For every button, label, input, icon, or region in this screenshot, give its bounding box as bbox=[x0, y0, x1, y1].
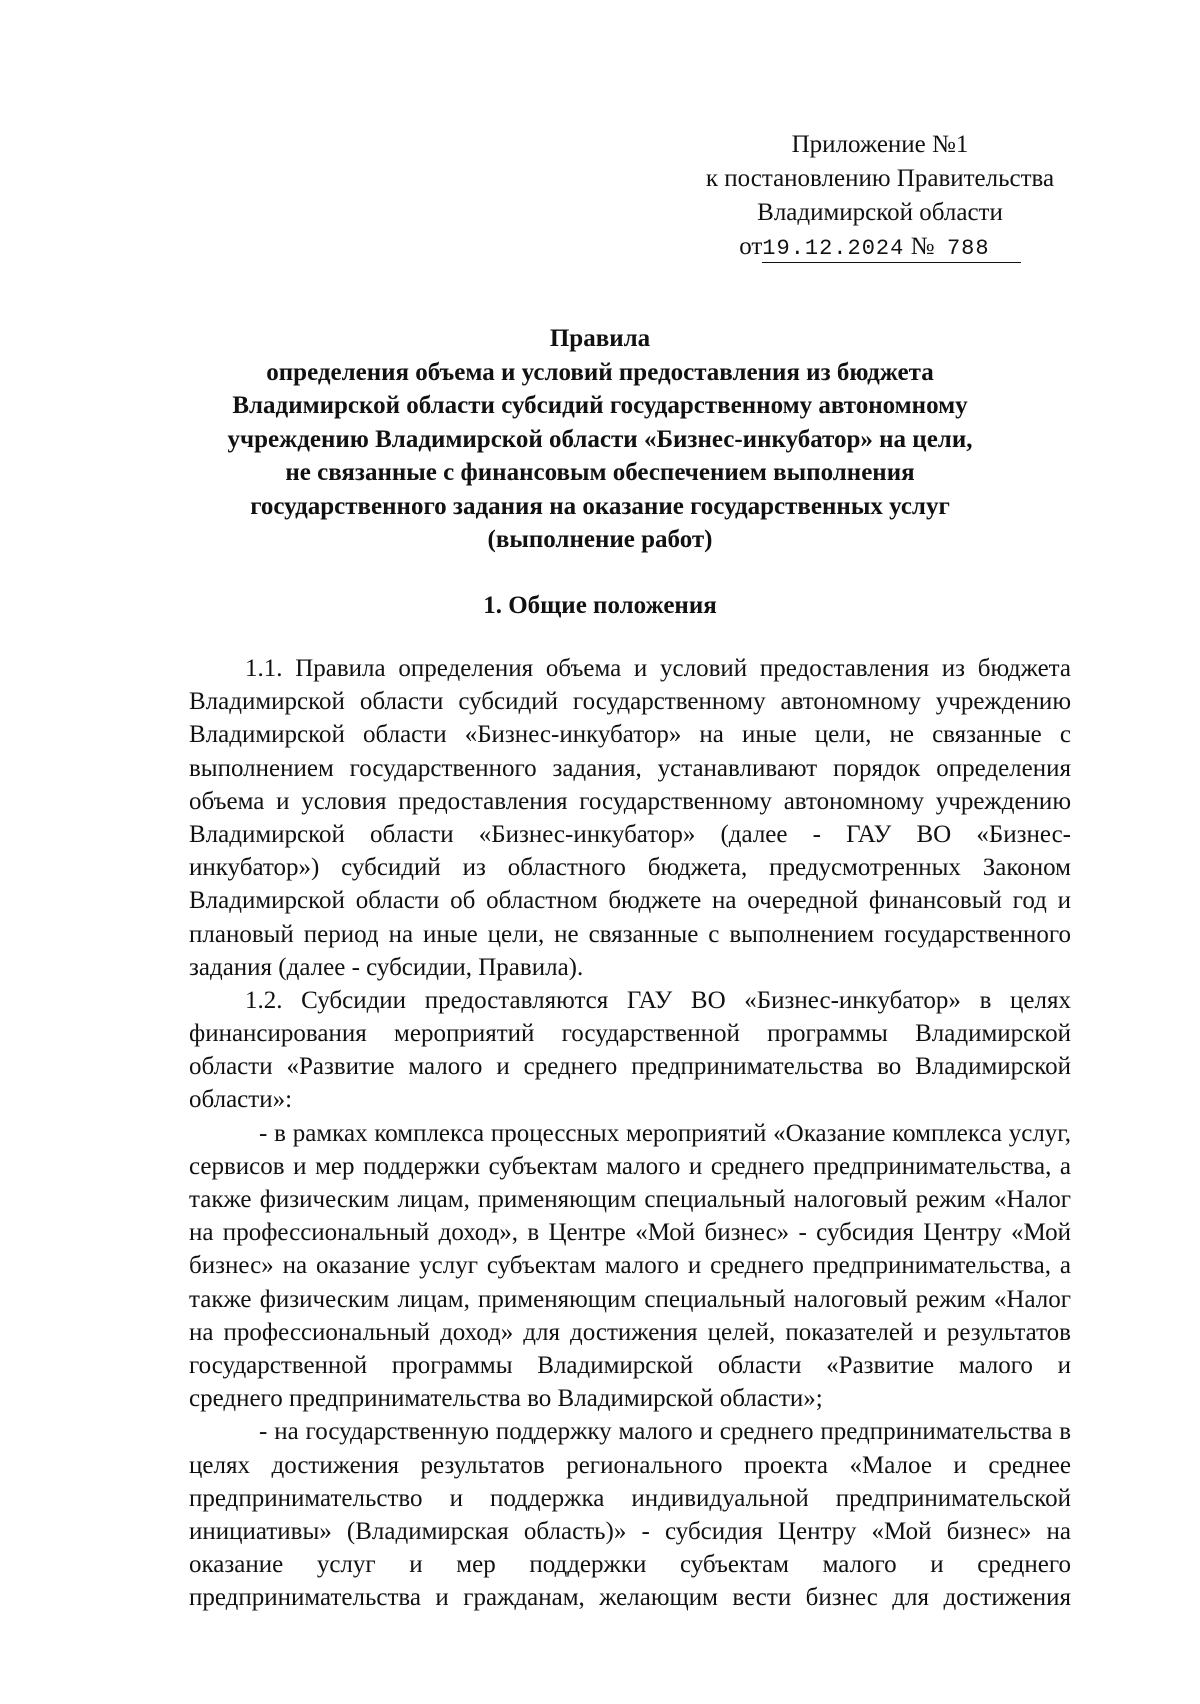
body-line: сервисов и мер поддержки субъектам малого и среднего предпринимательства, а bbox=[189, 1152, 1071, 1180]
body-line: целях достижения результатов регионального проекта «Малое и среднее bbox=[189, 1451, 1071, 1479]
body-line: 1.1. Правила определения объема и условий предоставления из бюджета bbox=[245, 655, 1071, 682]
body-line: на профессиональный доход», в Центре «Мой бизнес» - субсидия Центру «Мой bbox=[189, 1219, 1071, 1247]
body-line: плановый период на иные цели, не связанные с выполнением государственного bbox=[189, 920, 1071, 948]
body-line: - на государственную поддержку малого и среднего предпринимательства в bbox=[259, 1418, 1071, 1446]
body-line: выполнением государственного задания, устанавливают порядок определения bbox=[189, 754, 1071, 782]
resolution-date: 19.12.2024 bbox=[762, 236, 905, 261]
document-body bbox=[189, 652, 1071, 1614]
body-line: задания (далее - субсидии, Правила). bbox=[189, 953, 584, 981]
body-line: на профессиональный доход» для достижения целей, показателей и результатов bbox=[189, 1318, 1071, 1346]
appendix-region-line: Владимирской области bbox=[757, 199, 1003, 226]
title-line: не связанные с финансовым обеспечением выполнения bbox=[285, 459, 915, 486]
body-line: области»: bbox=[189, 1086, 293, 1114]
title-line: определения объема и условий предоставления из бюджета bbox=[266, 358, 934, 386]
body-line: также физическим лицам, применяющим специальный налоговый режим «Налог bbox=[189, 1285, 1071, 1313]
body-line: Владимирской области субсидий государственному автономному учреждению bbox=[189, 688, 1071, 716]
title-line: Владимирской области субсидий государственному автономному bbox=[232, 392, 968, 419]
title-line: государственного задания на оказание государственных услуг bbox=[250, 492, 950, 520]
body-line: предпринимательство и поддержка индивидуальной предпринимательской bbox=[189, 1484, 1071, 1512]
body-line: объема и условия предоставления государственному автономному учреждению bbox=[189, 787, 1071, 815]
document-title bbox=[150, 322, 1050, 557]
title-line: (выполнение работ) bbox=[487, 526, 713, 553]
body-line: предпринимательства и гражданам, желающим вести бизнес для достижения bbox=[189, 1584, 1071, 1612]
resolution-number: 788 bbox=[946, 236, 990, 261]
body-line: среднего предпринимательства во Владимирской области»; bbox=[189, 1385, 823, 1413]
body-line: Владимирской области об областном бюджете на очередной финансовый год и bbox=[189, 887, 1071, 915]
section-heading: 1. Общие положения bbox=[483, 592, 717, 619]
body-line: - в рамках комплекса процессных мероприятий «Оказание комплекса услуг, bbox=[259, 1119, 1071, 1147]
date-prefix: от bbox=[739, 233, 763, 260]
body-line: бизнес» на оказание услуг субъектам малого и среднего предпринимательства, а bbox=[189, 1252, 1071, 1280]
body-line: инициативы» (Владимирская область)» - субсидия Центру «Мой бизнес» на bbox=[189, 1517, 1071, 1545]
body-line: Владимирской области «Бизнес-инкубатор» на иные цели, не связанные с bbox=[189, 721, 1071, 749]
body-line: области «Развитие малого и среднего предпринимательства во Владимирской bbox=[189, 1053, 1071, 1081]
body-line: инкубатор») субсидий из областного бюджета, предусмотренных Законом bbox=[189, 854, 1071, 882]
body-line: финансирования мероприятий государственной программы Владимирской bbox=[189, 1020, 1071, 1048]
appendix-resolution-line: к постановлению Правительства bbox=[705, 165, 1055, 192]
body-line: государственной программы Владимирской области «Развитие малого и bbox=[189, 1351, 1071, 1379]
title-line: учреждению Владимирской области «Бизнес-инкубатор» на цели, bbox=[227, 425, 973, 453]
appendix-date-line bbox=[680, 230, 1080, 264]
appendix-header bbox=[680, 128, 1080, 264]
body-line: 1.2. Субсидии предоставляются ГАУ ВО «Бизнес-инкубатор» в целях bbox=[245, 986, 1071, 1014]
appendix-title: Приложение №1 bbox=[791, 131, 969, 158]
number-sign: № bbox=[910, 233, 935, 260]
body-line: также физическим лицам, применяющим специальный налоговый режим «Налог bbox=[189, 1186, 1071, 1213]
title-line: Правила bbox=[549, 325, 651, 352]
body-line: оказание услуг и мер поддержки субъектам малого и среднего bbox=[189, 1551, 1071, 1579]
body-line: Владимирской области «Бизнес-инкубатор» (далее - ГАУ ВО «Бизнес- bbox=[189, 820, 1071, 848]
